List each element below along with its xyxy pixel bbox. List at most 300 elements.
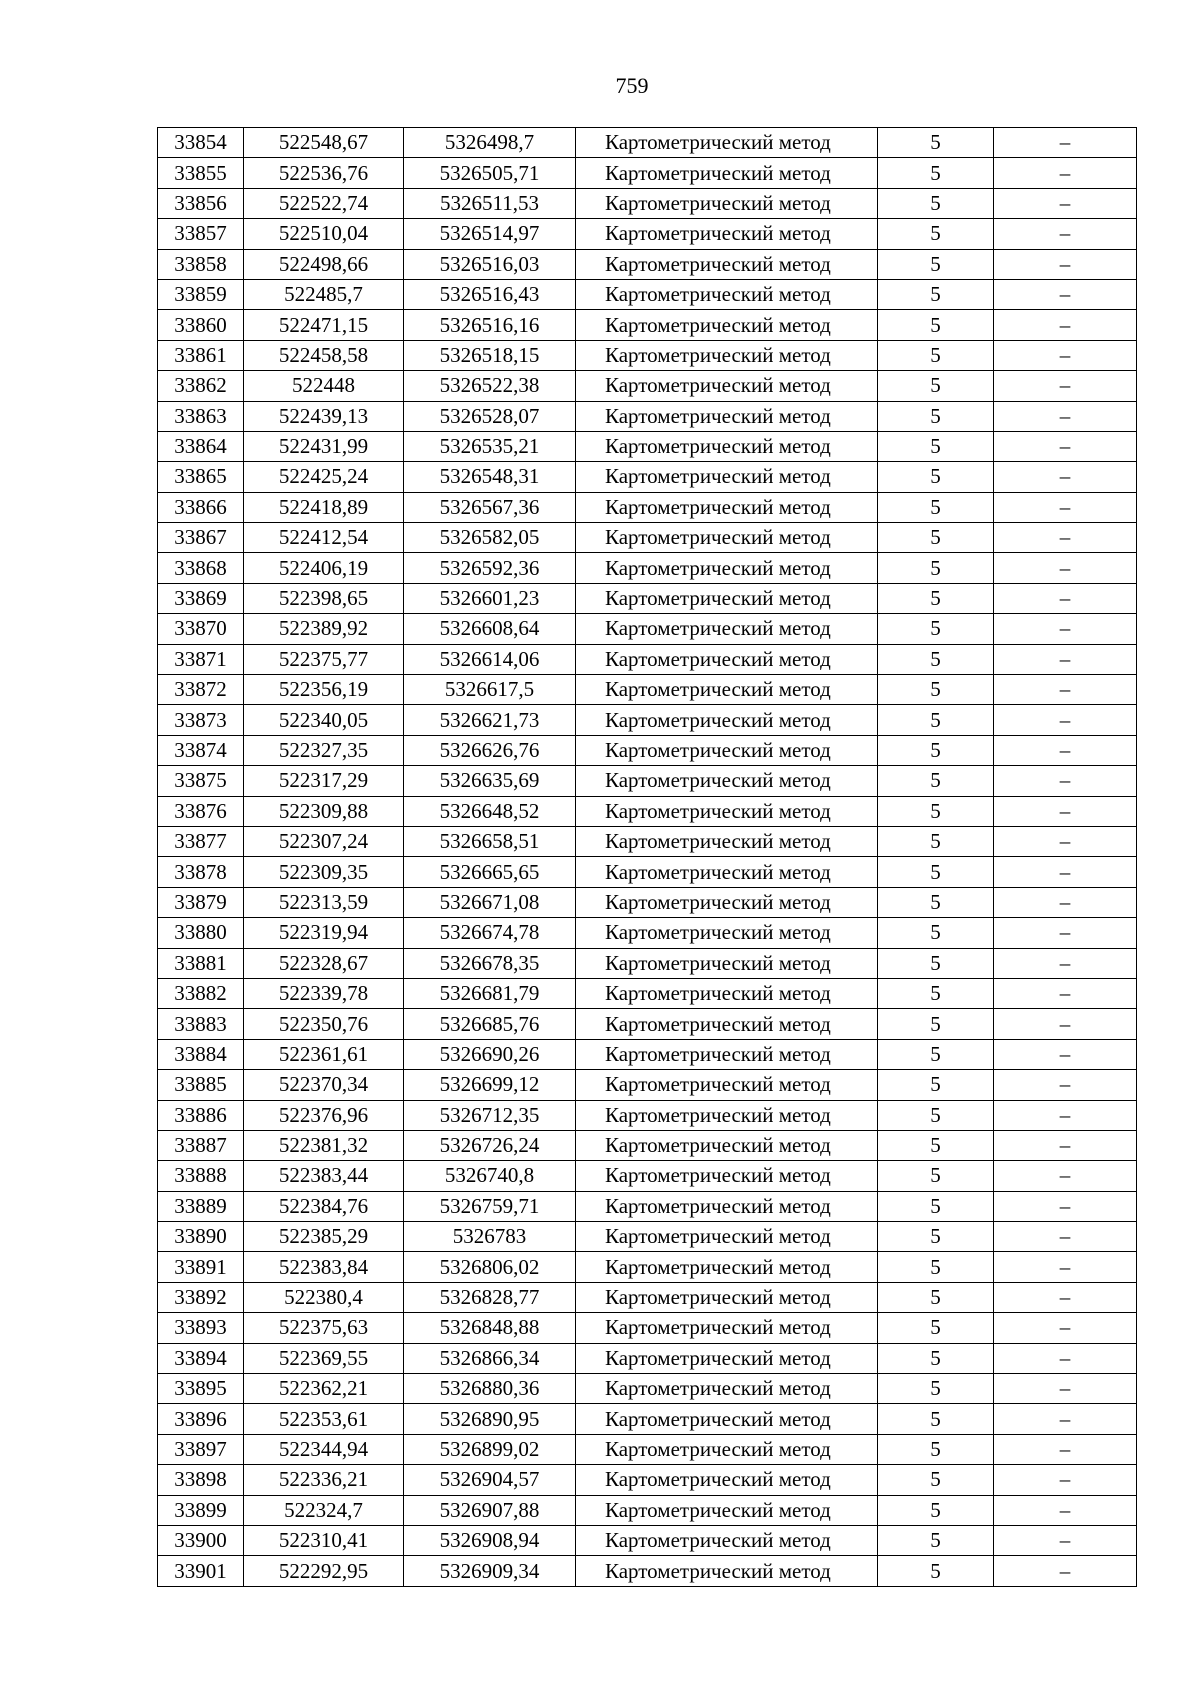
y-coordinate-cell: 5326567,36: [404, 492, 576, 522]
y-coordinate-cell: 5326690,26: [404, 1039, 576, 1069]
table-row: [158, 644, 1137, 674]
point-number-cell: 33885: [158, 1070, 244, 1100]
table-row: [158, 583, 1137, 613]
accuracy-cell: 5: [878, 492, 994, 522]
point-number-cell: 33855: [158, 158, 244, 188]
point-number-cell: 33884: [158, 1039, 244, 1069]
description-cell: –: [994, 340, 1137, 370]
description-cell: –: [994, 249, 1137, 279]
accuracy-cell: 5: [878, 1525, 994, 1555]
table-row: [158, 857, 1137, 887]
point-number-cell: 33859: [158, 279, 244, 309]
accuracy-cell: 5: [878, 553, 994, 583]
y-coordinate-cell: 5326522,38: [404, 371, 576, 401]
accuracy-cell: 5: [878, 401, 994, 431]
y-coordinate-cell: 5326635,69: [404, 766, 576, 796]
y-coordinate-cell: 5326516,16: [404, 310, 576, 340]
accuracy-cell: 5: [878, 887, 994, 917]
table-row: [158, 340, 1137, 370]
table-row: [158, 735, 1137, 765]
accuracy-cell: 5: [878, 705, 994, 735]
point-number-cell: 33864: [158, 431, 244, 461]
x-coordinate-cell: 522398,65: [244, 583, 404, 613]
x-coordinate-cell: 522319,94: [244, 918, 404, 948]
accuracy-cell: 5: [878, 1434, 994, 1464]
table-row: [158, 431, 1137, 461]
description-cell: –: [994, 735, 1137, 765]
coordinates-table-body: [158, 128, 1137, 1587]
point-number-cell: 33866: [158, 492, 244, 522]
y-coordinate-cell: 5326626,76: [404, 735, 576, 765]
method-cell: Картометрический метод: [576, 1039, 878, 1069]
y-coordinate-cell: 5326592,36: [404, 553, 576, 583]
description-cell: –: [994, 675, 1137, 705]
x-coordinate-cell: 522458,58: [244, 340, 404, 370]
y-coordinate-cell: 5326685,76: [404, 1009, 576, 1039]
y-coordinate-cell: 5326498,7: [404, 128, 576, 158]
table-row: [158, 249, 1137, 279]
y-coordinate-cell: 5326511,53: [404, 188, 576, 218]
method-cell: Картометрический метод: [576, 583, 878, 613]
point-number-cell: 33865: [158, 462, 244, 492]
point-number-cell: 33883: [158, 1009, 244, 1039]
point-number-cell: 33872: [158, 675, 244, 705]
description-cell: –: [994, 1252, 1137, 1282]
method-cell: Картометрический метод: [576, 310, 878, 340]
method-cell: Картометрический метод: [576, 1070, 878, 1100]
table-row: [158, 948, 1137, 978]
method-cell: Картометрический метод: [576, 523, 878, 553]
point-number-cell: 33881: [158, 948, 244, 978]
x-coordinate-cell: 522317,29: [244, 766, 404, 796]
x-coordinate-cell: 522292,95: [244, 1556, 404, 1586]
point-number-cell: 33868: [158, 553, 244, 583]
method-cell: Картометрический метод: [576, 462, 878, 492]
x-coordinate-cell: 522548,67: [244, 128, 404, 158]
description-cell: –: [994, 128, 1137, 158]
x-coordinate-cell: 522310,41: [244, 1525, 404, 1555]
description-cell: –: [994, 1556, 1137, 1586]
method-cell: Картометрический метод: [576, 1343, 878, 1373]
accuracy-cell: 5: [878, 1404, 994, 1434]
table-row: [158, 1039, 1137, 1069]
x-coordinate-cell: 522307,24: [244, 826, 404, 856]
table-row: [158, 766, 1137, 796]
description-cell: –: [994, 978, 1137, 1008]
point-number-cell: 33889: [158, 1191, 244, 1221]
description-cell: –: [994, 948, 1137, 978]
point-number-cell: 33861: [158, 340, 244, 370]
y-coordinate-cell: 5326505,71: [404, 158, 576, 188]
y-coordinate-cell: 5326671,08: [404, 887, 576, 917]
x-coordinate-cell: 522340,05: [244, 705, 404, 735]
point-number-cell: 33895: [158, 1374, 244, 1404]
accuracy-cell: 5: [878, 279, 994, 309]
description-cell: –: [994, 887, 1137, 917]
method-cell: Картометрический метод: [576, 978, 878, 1008]
point-number-cell: 33877: [158, 826, 244, 856]
point-number-cell: 33879: [158, 887, 244, 917]
point-number-cell: 33860: [158, 310, 244, 340]
accuracy-cell: 5: [878, 826, 994, 856]
point-number-cell: 33891: [158, 1252, 244, 1282]
table-row: [158, 128, 1137, 158]
method-cell: Картометрический метод: [576, 887, 878, 917]
y-coordinate-cell: 5326617,5: [404, 675, 576, 705]
x-coordinate-cell: 522380,4: [244, 1282, 404, 1312]
method-cell: Картометрический метод: [576, 1161, 878, 1191]
point-number-cell: 33856: [158, 188, 244, 218]
x-coordinate-cell: 522376,96: [244, 1100, 404, 1130]
method-cell: Картометрический метод: [576, 1130, 878, 1160]
method-cell: Картометрический метод: [576, 614, 878, 644]
method-cell: Картометрический метод: [576, 705, 878, 735]
x-coordinate-cell: 522309,35: [244, 857, 404, 887]
x-coordinate-cell: 522412,54: [244, 523, 404, 553]
x-coordinate-cell: 522324,7: [244, 1495, 404, 1525]
description-cell: –: [994, 310, 1137, 340]
x-coordinate-cell: 522328,67: [244, 948, 404, 978]
method-cell: Картометрический метод: [576, 1282, 878, 1312]
point-number-cell: 33887: [158, 1130, 244, 1160]
point-number-cell: 33882: [158, 978, 244, 1008]
point-number-cell: 33894: [158, 1343, 244, 1373]
method-cell: Картометрический метод: [576, 735, 878, 765]
point-number-cell: 33858: [158, 249, 244, 279]
description-cell: –: [994, 1404, 1137, 1434]
table-row: [158, 310, 1137, 340]
x-coordinate-cell: 522383,84: [244, 1252, 404, 1282]
y-coordinate-cell: 5326681,79: [404, 978, 576, 1008]
y-coordinate-cell: 5326828,77: [404, 1282, 576, 1312]
description-cell: –: [994, 1434, 1137, 1464]
table-row: [158, 158, 1137, 188]
y-coordinate-cell: 5326614,06: [404, 644, 576, 674]
accuracy-cell: 5: [878, 614, 994, 644]
description-cell: –: [994, 1313, 1137, 1343]
description-cell: –: [994, 857, 1137, 887]
point-number-cell: 33886: [158, 1100, 244, 1130]
x-coordinate-cell: 522522,74: [244, 188, 404, 218]
x-coordinate-cell: 522361,61: [244, 1039, 404, 1069]
table-row: [158, 219, 1137, 249]
point-number-cell: 33857: [158, 219, 244, 249]
method-cell: Картометрический метод: [576, 1525, 878, 1555]
point-number-cell: 33899: [158, 1495, 244, 1525]
point-number-cell: 33873: [158, 705, 244, 735]
point-number-cell: 33892: [158, 1282, 244, 1312]
table-row: [158, 1495, 1137, 1525]
y-coordinate-cell: 5326516,03: [404, 249, 576, 279]
y-coordinate-cell: 5326674,78: [404, 918, 576, 948]
x-coordinate-cell: 522385,29: [244, 1222, 404, 1252]
y-coordinate-cell: 5326621,73: [404, 705, 576, 735]
accuracy-cell: 5: [878, 1130, 994, 1160]
method-cell: Картометрический метод: [576, 1374, 878, 1404]
y-coordinate-cell: 5326601,23: [404, 583, 576, 613]
x-coordinate-cell: 522381,32: [244, 1130, 404, 1160]
x-coordinate-cell: 522383,44: [244, 1161, 404, 1191]
method-cell: Картометрический метод: [576, 1465, 878, 1495]
table-row: [158, 1556, 1137, 1586]
accuracy-cell: 5: [878, 158, 994, 188]
accuracy-cell: 5: [878, 219, 994, 249]
description-cell: –: [994, 826, 1137, 856]
point-number-cell: 33863: [158, 401, 244, 431]
x-coordinate-cell: 522369,55: [244, 1343, 404, 1373]
description-cell: –: [994, 1161, 1137, 1191]
description-cell: –: [994, 1009, 1137, 1039]
accuracy-cell: 5: [878, 249, 994, 279]
point-number-cell: 33876: [158, 796, 244, 826]
point-number-cell: 33900: [158, 1525, 244, 1555]
accuracy-cell: 5: [878, 675, 994, 705]
method-cell: Картометрический метод: [576, 1313, 878, 1343]
accuracy-cell: 5: [878, 644, 994, 674]
table-row: [158, 978, 1137, 1008]
y-coordinate-cell: 5326880,36: [404, 1374, 576, 1404]
point-number-cell: 33867: [158, 523, 244, 553]
x-coordinate-cell: 522510,04: [244, 219, 404, 249]
method-cell: Картометрический метод: [576, 796, 878, 826]
y-coordinate-cell: 5326548,31: [404, 462, 576, 492]
x-coordinate-cell: 522356,19: [244, 675, 404, 705]
y-coordinate-cell: 5326535,21: [404, 431, 576, 461]
accuracy-cell: 5: [878, 1313, 994, 1343]
accuracy-cell: 5: [878, 1465, 994, 1495]
point-number-cell: 33878: [158, 857, 244, 887]
table-row: [158, 1282, 1137, 1312]
y-coordinate-cell: 5326890,95: [404, 1404, 576, 1434]
x-coordinate-cell: 522536,76: [244, 158, 404, 188]
method-cell: Картометрический метод: [576, 1009, 878, 1039]
description-cell: –: [994, 766, 1137, 796]
accuracy-cell: 5: [878, 340, 994, 370]
y-coordinate-cell: 5326908,94: [404, 1525, 576, 1555]
method-cell: Картометрический метод: [576, 644, 878, 674]
x-coordinate-cell: 522339,78: [244, 978, 404, 1008]
description-cell: –: [994, 523, 1137, 553]
accuracy-cell: 5: [878, 735, 994, 765]
accuracy-cell: 5: [878, 1495, 994, 1525]
point-number-cell: 33898: [158, 1465, 244, 1495]
point-number-cell: 33897: [158, 1434, 244, 1464]
table-row: [158, 1313, 1137, 1343]
x-coordinate-cell: 522336,21: [244, 1465, 404, 1495]
x-coordinate-cell: 522313,59: [244, 887, 404, 917]
accuracy-cell: 5: [878, 462, 994, 492]
method-cell: Картометрический метод: [576, 948, 878, 978]
description-cell: –: [994, 796, 1137, 826]
accuracy-cell: 5: [878, 918, 994, 948]
table-row: [158, 887, 1137, 917]
method-cell: Картометрический метод: [576, 826, 878, 856]
description-cell: –: [994, 371, 1137, 401]
method-cell: Картометрический метод: [576, 1434, 878, 1464]
x-coordinate-cell: 522406,19: [244, 553, 404, 583]
y-coordinate-cell: 5326648,52: [404, 796, 576, 826]
table-row: [158, 918, 1137, 948]
accuracy-cell: 5: [878, 1222, 994, 1252]
table-row: [158, 1070, 1137, 1100]
table-row: [158, 188, 1137, 218]
table-row: [158, 614, 1137, 644]
description-cell: –: [994, 1343, 1137, 1373]
table-row: [158, 1343, 1137, 1373]
description-cell: –: [994, 1525, 1137, 1555]
y-coordinate-cell: 5326806,02: [404, 1252, 576, 1282]
y-coordinate-cell: 5326514,97: [404, 219, 576, 249]
x-coordinate-cell: 522353,61: [244, 1404, 404, 1434]
description-cell: –: [994, 1039, 1137, 1069]
accuracy-cell: 5: [878, 1161, 994, 1191]
page-number: 759: [615, 73, 649, 98]
table-row: [158, 523, 1137, 553]
point-number-cell: 33874: [158, 735, 244, 765]
method-cell: Картометрический метод: [576, 431, 878, 461]
table-row: [158, 1434, 1137, 1464]
description-cell: –: [994, 614, 1137, 644]
description-cell: –: [994, 1495, 1137, 1525]
point-number-cell: 33875: [158, 766, 244, 796]
method-cell: Картометрический метод: [576, 675, 878, 705]
y-coordinate-cell: 5326783: [404, 1222, 576, 1252]
method-cell: Картометрический метод: [576, 1100, 878, 1130]
x-coordinate-cell: 522498,66: [244, 249, 404, 279]
table-row: [158, 1009, 1137, 1039]
description-cell: –: [994, 644, 1137, 674]
description-cell: –: [994, 492, 1137, 522]
accuracy-cell: 5: [878, 523, 994, 553]
table-row: [158, 826, 1137, 856]
table-row: [158, 675, 1137, 705]
description-cell: –: [994, 1100, 1137, 1130]
x-coordinate-cell: 522370,34: [244, 1070, 404, 1100]
description-cell: –: [994, 705, 1137, 735]
table-row: [158, 1100, 1137, 1130]
y-coordinate-cell: 5326899,02: [404, 1434, 576, 1464]
y-coordinate-cell: 5326907,88: [404, 1495, 576, 1525]
y-coordinate-cell: 5326665,65: [404, 857, 576, 887]
x-coordinate-cell: 522471,15: [244, 310, 404, 340]
method-cell: Картометрический метод: [576, 219, 878, 249]
point-number-cell: 33893: [158, 1313, 244, 1343]
table-row: [158, 1161, 1137, 1191]
y-coordinate-cell: 5326699,12: [404, 1070, 576, 1100]
table-row: [158, 1404, 1137, 1434]
description-cell: –: [994, 553, 1137, 583]
method-cell: Картометрический метод: [576, 249, 878, 279]
accuracy-cell: 5: [878, 431, 994, 461]
accuracy-cell: 5: [878, 128, 994, 158]
table-row: [158, 553, 1137, 583]
method-cell: Картометрический метод: [576, 158, 878, 188]
description-cell: –: [994, 1465, 1137, 1495]
method-cell: Картометрический метод: [576, 1252, 878, 1282]
point-number-cell: 33869: [158, 583, 244, 613]
point-number-cell: 33862: [158, 371, 244, 401]
point-number-cell: 33854: [158, 128, 244, 158]
method-cell: Картометрический метод: [576, 1222, 878, 1252]
x-coordinate-cell: 522350,76: [244, 1009, 404, 1039]
y-coordinate-cell: 5326726,24: [404, 1130, 576, 1160]
table-row: [158, 1465, 1137, 1495]
method-cell: Картометрический метод: [576, 1404, 878, 1434]
x-coordinate-cell: 522384,76: [244, 1191, 404, 1221]
description-cell: –: [994, 279, 1137, 309]
accuracy-cell: 5: [878, 978, 994, 1008]
y-coordinate-cell: 5326759,71: [404, 1191, 576, 1221]
x-coordinate-cell: 522448: [244, 371, 404, 401]
accuracy-cell: 5: [878, 1252, 994, 1282]
point-number-cell: 33896: [158, 1404, 244, 1434]
accuracy-cell: 5: [878, 1100, 994, 1130]
table-row: [158, 462, 1137, 492]
accuracy-cell: 5: [878, 310, 994, 340]
accuracy-cell: 5: [878, 188, 994, 218]
point-number-cell: 33880: [158, 918, 244, 948]
y-coordinate-cell: 5326904,57: [404, 1465, 576, 1495]
description-cell: –: [994, 1222, 1137, 1252]
y-coordinate-cell: 5326518,15: [404, 340, 576, 370]
y-coordinate-cell: 5326678,35: [404, 948, 576, 978]
description-cell: –: [994, 401, 1137, 431]
description-cell: –: [994, 431, 1137, 461]
y-coordinate-cell: 5326866,34: [404, 1343, 576, 1373]
x-coordinate-cell: 522431,99: [244, 431, 404, 461]
accuracy-cell: 5: [878, 766, 994, 796]
accuracy-cell: 5: [878, 1039, 994, 1069]
table-row: [158, 796, 1137, 826]
point-number-cell: 33871: [158, 644, 244, 674]
method-cell: Картометрический метод: [576, 918, 878, 948]
x-coordinate-cell: 522362,21: [244, 1374, 404, 1404]
coordinates-table: [157, 127, 1137, 1587]
table-row: [158, 1222, 1137, 1252]
method-cell: Картометрический метод: [576, 401, 878, 431]
x-coordinate-cell: 522485,7: [244, 279, 404, 309]
x-coordinate-cell: 522425,24: [244, 462, 404, 492]
table-row: [158, 1374, 1137, 1404]
y-coordinate-cell: 5326608,64: [404, 614, 576, 644]
description-cell: –: [994, 1282, 1137, 1312]
description-cell: –: [994, 1191, 1137, 1221]
method-cell: Картометрический метод: [576, 1556, 878, 1586]
x-coordinate-cell: 522418,89: [244, 492, 404, 522]
accuracy-cell: 5: [878, 1374, 994, 1404]
description-cell: –: [994, 158, 1137, 188]
y-coordinate-cell: 5326528,07: [404, 401, 576, 431]
table-row: [158, 401, 1137, 431]
x-coordinate-cell: 522375,63: [244, 1313, 404, 1343]
method-cell: Картометрический метод: [576, 340, 878, 370]
accuracy-cell: 5: [878, 857, 994, 887]
accuracy-cell: 5: [878, 1282, 994, 1312]
accuracy-cell: 5: [878, 1191, 994, 1221]
x-coordinate-cell: 522375,77: [244, 644, 404, 674]
method-cell: Картометрический метод: [576, 1495, 878, 1525]
x-coordinate-cell: 522309,88: [244, 796, 404, 826]
table-row: [158, 1130, 1137, 1160]
x-coordinate-cell: 522389,92: [244, 614, 404, 644]
method-cell: Картометрический метод: [576, 279, 878, 309]
description-cell: –: [994, 918, 1137, 948]
method-cell: Картометрический метод: [576, 371, 878, 401]
table-row: [158, 1191, 1137, 1221]
accuracy-cell: 5: [878, 1009, 994, 1039]
method-cell: Картометрический метод: [576, 492, 878, 522]
y-coordinate-cell: 5326658,51: [404, 826, 576, 856]
